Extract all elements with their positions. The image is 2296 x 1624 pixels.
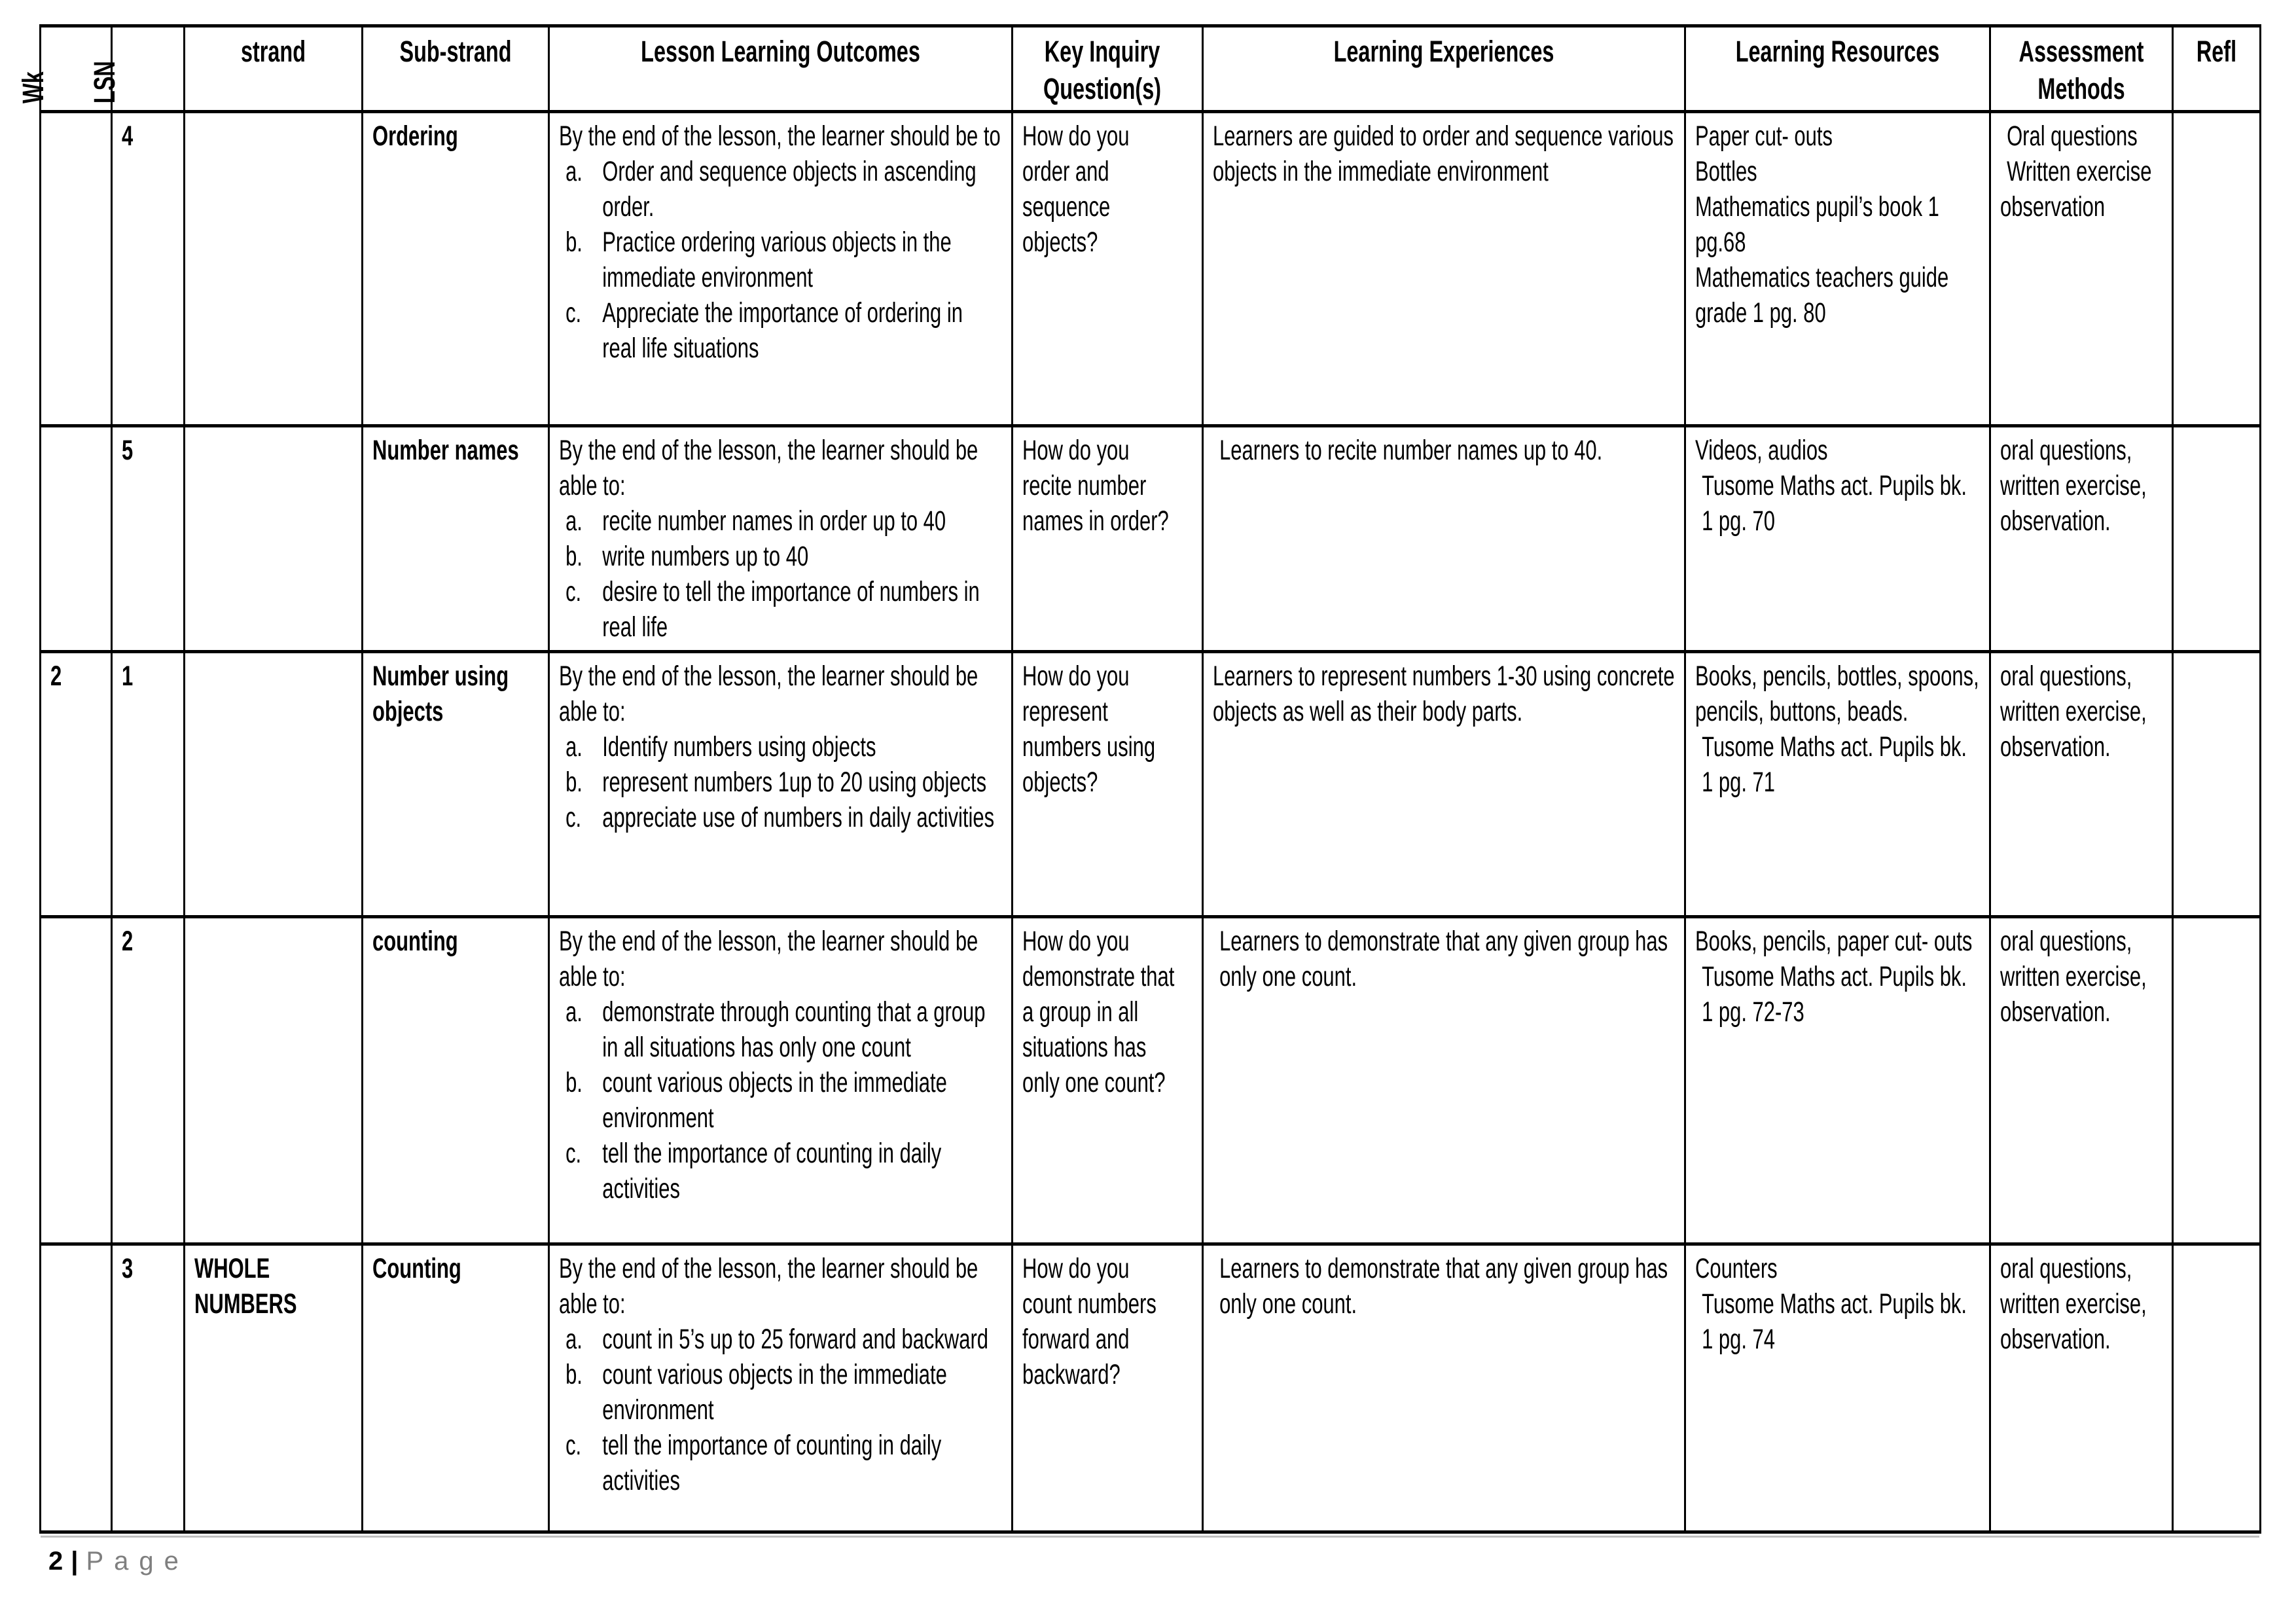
outcome-text: recite number names in order up to 40 bbox=[602, 505, 946, 537]
header-wk-label: Wk bbox=[16, 71, 50, 103]
cell-sub-strand bbox=[363, 426, 549, 652]
outcome-item bbox=[559, 1065, 1002, 1136]
cell-wk bbox=[41, 917, 112, 1244]
sub-strand-value: Counting bbox=[372, 1253, 461, 1284]
cell-assessment bbox=[1990, 917, 2173, 1244]
list-marker: c. bbox=[565, 802, 582, 833]
list-marker: a. bbox=[565, 156, 583, 187]
cell-refl bbox=[2173, 917, 2261, 1244]
cell-lsn bbox=[112, 426, 185, 652]
cell-lsn bbox=[112, 1244, 185, 1532]
footer-label: Page bbox=[86, 1547, 189, 1576]
outcome-text: count in 5’s up to 25 forward and backward bbox=[602, 1324, 988, 1355]
cell-key-inquiry bbox=[1013, 652, 1203, 917]
lsn-value: 4 bbox=[122, 120, 134, 152]
outcome-item bbox=[559, 994, 1002, 1065]
resource-line: Mathematics teachers guide grade 1 pg. 80 bbox=[1695, 262, 1949, 329]
header-refl bbox=[2173, 26, 2261, 112]
sub-strand-value: Number names bbox=[372, 435, 519, 466]
header-outcomes bbox=[549, 26, 1013, 112]
cell-outcomes bbox=[549, 917, 1013, 1244]
header-lsn bbox=[88, 26, 185, 112]
cell-strand bbox=[185, 426, 363, 652]
cell-outcomes bbox=[549, 1244, 1013, 1532]
cell-assessment bbox=[1990, 112, 2173, 426]
wk-value: 2 bbox=[50, 660, 62, 692]
table-row bbox=[41, 426, 2261, 652]
outcome-item bbox=[559, 1322, 1002, 1357]
resource-line: Counters bbox=[1695, 1253, 1778, 1284]
outcome-text: write numbers up to 40 bbox=[602, 541, 809, 572]
cell-resources bbox=[1685, 112, 1990, 426]
cell-sub-strand bbox=[363, 917, 549, 1244]
outcome-text: count various objects in the immediate environment bbox=[602, 1067, 947, 1134]
table-row bbox=[41, 917, 2261, 1244]
resource-line: Books, pencils, paper cut- outs bbox=[1695, 926, 1973, 957]
resource-line: Tusome Maths act. Pupils bk. 1 pg. 74 bbox=[1702, 1288, 1967, 1355]
cell-resources bbox=[1685, 426, 1990, 652]
lsn-value: 2 bbox=[122, 926, 134, 957]
outcome-text: Order and sequence objects in ascending order. bbox=[602, 156, 977, 223]
cell-sub-strand bbox=[363, 652, 549, 917]
list-marker: a. bbox=[565, 1324, 583, 1355]
lsn-value: 1 bbox=[122, 660, 134, 692]
sub-strand-value: Number using objects bbox=[372, 660, 509, 727]
outcome-text: represent numbers 1up to 20 using objects bbox=[602, 767, 987, 798]
experiences-text: Learners to demonstrate that any given group has only one count. bbox=[1219, 926, 1668, 992]
list-marker: c. bbox=[565, 1138, 582, 1169]
cell-wk bbox=[41, 426, 112, 652]
list-marker: a. bbox=[565, 505, 583, 537]
cell-assessment bbox=[1990, 426, 2173, 652]
key-inquiry-text: How do you count numbers forward and backward? bbox=[1022, 1253, 1157, 1390]
outcomes-intro: By the end of the lesson, the learner should be able to: bbox=[559, 1253, 978, 1320]
cell-wk bbox=[41, 112, 112, 426]
experiences-text: Learners to recite number names up to 40. bbox=[1219, 435, 1603, 466]
cell-key-inquiry bbox=[1013, 917, 1203, 1244]
outcome-text: appreciate use of numbers in daily activities bbox=[602, 802, 995, 833]
cell-assessment bbox=[1990, 1244, 2173, 1532]
cell-refl bbox=[2173, 112, 2261, 426]
cell-outcomes bbox=[549, 652, 1013, 917]
cell-experiences bbox=[1203, 917, 1685, 1244]
footer-divider bbox=[41, 1536, 2259, 1538]
cell-resources bbox=[1685, 652, 1990, 917]
cell-resources bbox=[1685, 1244, 1990, 1532]
outcome-item bbox=[559, 539, 1002, 574]
outcomes-intro: By the end of the lesson, the learner should be able to: bbox=[559, 660, 978, 727]
assessment-line: Oral questions bbox=[2007, 120, 2138, 152]
sub-strand-value: counting bbox=[372, 926, 458, 957]
outcome-text: count various objects in the immediate environment bbox=[602, 1359, 947, 1426]
outcome-text: Practice ordering various objects in the immediate environment bbox=[602, 226, 952, 293]
experiences-text: Learners to represent numbers 1-30 using concrete objects as well as their body parts. bbox=[1213, 660, 1675, 727]
outcome-text: tell the importance of counting in daily activities bbox=[602, 1138, 942, 1204]
resource-line: Tusome Maths act. Pupils bk. 1 pg. 72-73 bbox=[1702, 961, 1967, 1028]
header-resources bbox=[1685, 26, 1990, 112]
header-refl-label: Refl bbox=[2196, 35, 2237, 68]
outcome-item bbox=[559, 1357, 1002, 1428]
header-outcomes-label: Lesson Learning Outcomes bbox=[641, 35, 920, 68]
lsn-value: 3 bbox=[122, 1253, 134, 1284]
list-marker: c. bbox=[565, 1430, 582, 1461]
resource-line: Paper cut- outs bbox=[1695, 120, 1833, 152]
outcome-text: demonstrate through counting that a group in all situations has only one count bbox=[602, 996, 986, 1063]
cell-strand bbox=[185, 917, 363, 1244]
list-marker: a. bbox=[565, 731, 583, 763]
cell-experiences bbox=[1203, 426, 1685, 652]
list-marker: b. bbox=[565, 1067, 583, 1098]
cell-outcomes bbox=[549, 426, 1013, 652]
outcome-item bbox=[559, 1136, 1002, 1206]
outcome-item bbox=[559, 295, 1002, 366]
page-footer bbox=[48, 1546, 189, 1576]
footer-separator: | bbox=[71, 1547, 79, 1576]
cell-wk bbox=[41, 652, 112, 917]
cell-assessment bbox=[1990, 652, 2173, 917]
key-inquiry-text: How do you recite number names in order? bbox=[1022, 435, 1169, 537]
header-lsn-label: LSN bbox=[88, 61, 121, 103]
page-number: 2 bbox=[48, 1547, 63, 1576]
table-row bbox=[41, 112, 2261, 426]
header-key-inquiry bbox=[1013, 26, 1203, 112]
outcome-text: desire to tell the importance of numbers in real life bbox=[602, 576, 980, 643]
cell-sub-strand bbox=[363, 112, 549, 426]
key-inquiry-text: How do you demonstrate that a group in all situations has only one count? bbox=[1022, 926, 1175, 1098]
cell-strand bbox=[185, 652, 363, 917]
cell-key-inquiry bbox=[1013, 426, 1203, 652]
outcomes-intro: By the end of the lesson, the learner should be to bbox=[559, 120, 1001, 152]
resource-line: Mathematics pupil’s book 1 pg.68 bbox=[1695, 191, 1939, 258]
outcomes-intro: By the end of the lesson, the learner should be able to: bbox=[559, 435, 978, 501]
assessment-line: oral questions, written exercise, observation. bbox=[2000, 1253, 2147, 1355]
cell-strand bbox=[185, 1244, 363, 1532]
outcome-text: tell the importance of counting in daily activities bbox=[602, 1430, 942, 1496]
outcome-item bbox=[559, 729, 1002, 765]
outcome-item bbox=[559, 765, 1002, 800]
assessment-line: Written exercise bbox=[2007, 156, 2152, 187]
assessment-line: observation bbox=[2000, 191, 2106, 223]
resource-line: Videos, audios bbox=[1695, 435, 1828, 466]
list-marker: b. bbox=[565, 541, 583, 572]
header-sub-strand bbox=[363, 26, 549, 112]
strand-value: WHOLE NUMBERS bbox=[194, 1253, 297, 1320]
sub-strand-value: Ordering bbox=[372, 120, 458, 152]
header-key-inquiry-label: Key Inquiry Question(s) bbox=[1043, 35, 1162, 105]
cell-sub-strand bbox=[363, 1244, 549, 1532]
header-experiences-label: Learning Experiences bbox=[1333, 35, 1554, 68]
table-row bbox=[41, 652, 2261, 917]
list-marker: b. bbox=[565, 226, 583, 258]
outcome-item bbox=[559, 503, 1002, 539]
outcome-item bbox=[559, 1428, 1002, 1498]
experiences-text: Learners to demonstrate that any given group has only one count. bbox=[1219, 1253, 1668, 1320]
cell-key-inquiry bbox=[1013, 1244, 1203, 1532]
key-inquiry-text: How do you order and sequence objects? bbox=[1022, 120, 1130, 258]
list-marker: b. bbox=[565, 767, 583, 798]
outcome-item bbox=[559, 154, 1002, 225]
outcomes-intro: By the end of the lesson, the learner should be able to: bbox=[559, 926, 978, 992]
cell-strand bbox=[185, 112, 363, 426]
header-strand-label: strand bbox=[240, 35, 306, 68]
cell-refl bbox=[2173, 426, 2261, 652]
cell-refl bbox=[2173, 652, 2261, 917]
header-sub-strand-label: Sub-strand bbox=[399, 35, 512, 68]
outcome-text: Appreciate the importance of ordering in real life situations bbox=[602, 297, 963, 364]
outcome-item bbox=[559, 225, 1002, 295]
resource-line: Tusome Maths act. Pupils bk. 1 pg. 70 bbox=[1702, 470, 1967, 537]
cell-wk bbox=[41, 1244, 112, 1532]
outcome-item bbox=[559, 800, 1002, 835]
resource-line: Bottles bbox=[1695, 156, 1757, 187]
cell-key-inquiry bbox=[1013, 112, 1203, 426]
scheme-of-work-table bbox=[16, 24, 2261, 1534]
cell-experiences bbox=[1203, 652, 1685, 917]
table-row bbox=[41, 1244, 2261, 1532]
cell-experiences bbox=[1203, 112, 1685, 426]
header-strand bbox=[185, 26, 363, 112]
list-marker: c. bbox=[565, 576, 582, 607]
outcome-item bbox=[559, 574, 1002, 645]
experiences-text: Learners are guided to order and sequence various objects in the immediate environment bbox=[1213, 120, 1674, 187]
header-resources-label: Learning Resources bbox=[1735, 35, 1940, 68]
cell-outcomes bbox=[549, 112, 1013, 426]
header-experiences bbox=[1203, 26, 1685, 112]
resource-line: Books, pencils, bottles, spoons, pencils, buttons, beads. bbox=[1695, 660, 1979, 727]
header-row bbox=[41, 26, 2261, 112]
assessment-line: oral questions, written exercise, observation. bbox=[2000, 926, 2147, 1028]
list-marker: c. bbox=[565, 297, 582, 329]
lsn-value: 5 bbox=[122, 435, 134, 466]
cell-lsn bbox=[112, 652, 185, 917]
list-marker: b. bbox=[565, 1359, 583, 1390]
cell-lsn bbox=[112, 112, 185, 426]
cell-experiences bbox=[1203, 1244, 1685, 1532]
list-marker: a. bbox=[565, 996, 583, 1028]
resource-line: Tusome Maths act. Pupils bk. 1 pg. 71 bbox=[1702, 731, 1967, 798]
header-assessment-label: Assessment Methods bbox=[2018, 35, 2144, 105]
cell-lsn bbox=[112, 917, 185, 1244]
cell-resources bbox=[1685, 917, 1990, 1244]
key-inquiry-text: How do you represent numbers using objects? bbox=[1022, 660, 1156, 798]
cell-refl bbox=[2173, 1244, 2261, 1532]
outcome-text: Identify numbers using objects bbox=[602, 731, 876, 763]
assessment-line: oral questions, written exercise, observation. bbox=[2000, 660, 2147, 763]
assessment-line: oral questions, written exercise, observation. bbox=[2000, 435, 2147, 537]
header-assessment bbox=[1990, 26, 2173, 112]
